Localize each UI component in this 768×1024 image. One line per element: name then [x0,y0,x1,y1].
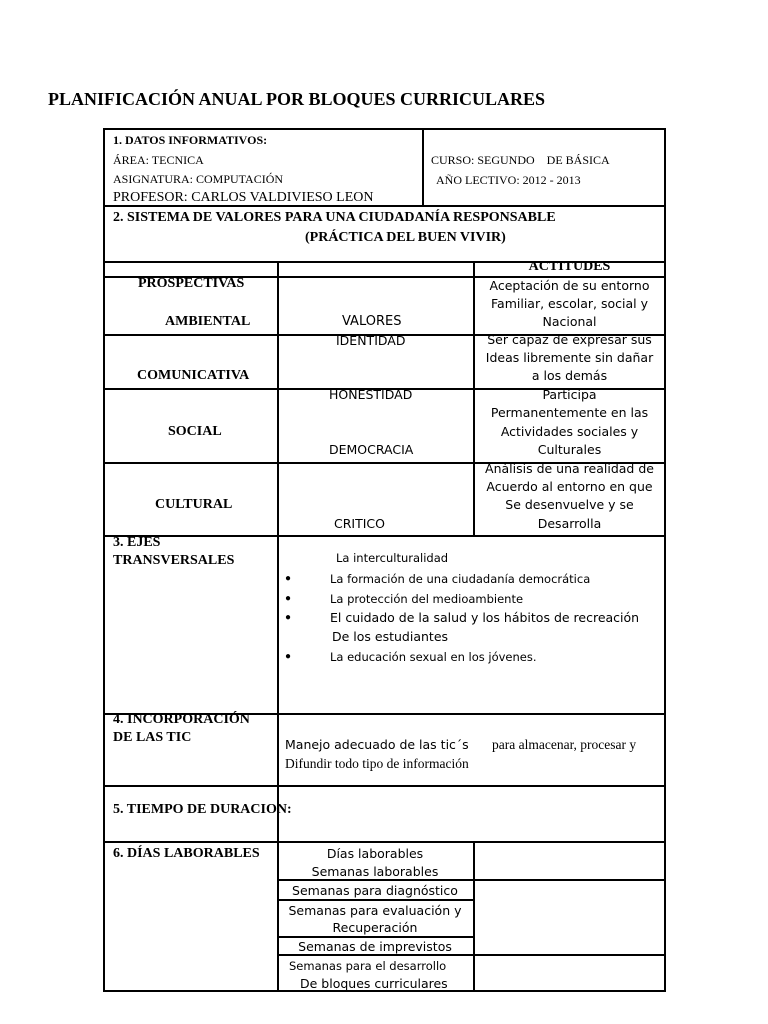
actitud-line: Culturales [537,442,602,457]
identidad-label: IDENTIDAD [336,333,406,348]
ejes-item: El cuidado de la salud y los hábitos de recreación [330,610,640,625]
ambiental-label: AMBIENTAL [165,314,251,329]
critico-label: CRITICO [334,516,385,531]
bullet-icon: ● [285,573,292,584]
actitud-line: Permanentemente en las [490,405,649,420]
curso-label: CURSO: SEGUNDO DE BÁSICA [431,153,610,167]
actitud-line: a los demás [531,368,608,383]
actitud-line: Desarrolla [537,516,602,531]
actitud-line: Acuerdo al entorno en que [486,479,653,494]
dias-row: Semanas laborables [311,864,439,879]
page-title: PLANIFICACIÓN ANUAL POR BLOQUES CURRICULARES [48,89,546,109]
bullet-icon: ● [285,593,292,604]
table-border-right [664,128,666,992]
sistema-heading: 2. SISTEMA DE VALORES PARA UNA CIUDADANÍA RESPONSABLE [113,210,556,225]
dias-row: Recuperación [332,920,418,935]
ejes-item-continuation: De los estudiantes [332,629,449,644]
row-divider [277,879,666,881]
ejes-item: La educación sexual en los jóvenes. [330,650,537,664]
valores-label: VALORES [342,314,402,329]
actitud-line: Se desenvuelve y se [505,497,634,512]
dias-row: Semanas de imprevistos [298,939,452,954]
actitud-line: Familiar, escolar, social y [491,296,648,311]
tic-text: para almacenar, procesar y [492,737,637,752]
ejes-item: La protección del medioambiente [330,592,524,606]
section-divider [103,841,666,843]
dias-row: Semanas para el desarrollo [289,959,447,973]
actitudes-header: ACTITUDES [528,259,611,274]
table-border-left [103,128,105,992]
tiempo-label: 5. TIEMPO DE DURACION: [113,802,292,817]
asignatura-label: ASIGNATURA: COMPUTACIÓN [113,172,284,186]
honestidad-label: HONESTIDAD [329,387,413,402]
bullet-icon: ● [285,612,292,623]
dias-row: Días laborables [326,846,424,861]
ejes-item: La formación de una ciudadanía democrática [330,572,591,586]
bullet-icon: ● [285,651,292,662]
area-label: ÁREA: TECNICA [113,153,204,167]
sistema-subheading: (PRÁCTICA DEL BUEN VIVIR) [305,230,506,245]
comunicativa-label: COMUNICATIVA [137,368,250,383]
dias-row: Semanas para evaluación y [288,903,462,918]
tic-label: 4. INCORPORACIÓN [113,712,250,727]
actitud-line: Nacional [542,314,597,329]
section-divider [103,535,666,537]
actitud-line: Participa [542,387,597,402]
anio-lectivo-label: AÑO LECTIVO: 2012 - 2013 [436,173,581,187]
table-border-top [103,128,666,130]
actitud-line: Aceptación de su entorno [489,278,650,293]
row-divider [277,936,475,938]
cultural-label: CULTURAL [155,497,233,512]
actitud-line: Actividades sociales y [500,424,639,439]
dias-row: De bloques curriculares [300,976,448,991]
dias-label: 6. DÍAS LABORABLES [113,846,260,861]
social-label: SOCIAL [168,424,222,439]
datos-header: 1. DATOS INFORMATIVOS: [113,133,268,147]
ejes-label: 3. EJES [113,535,161,550]
actitud-line: Ser capaz de expresar sus [487,332,652,347]
profesor-label: PROFESOR: CARLOS VALDIVIESO LEON [113,190,374,205]
actitud-line: Análisis de una realidad de [485,461,654,476]
ejes-item: La interculturalidad [336,551,449,565]
ejes-label: TRANSVERSALES [113,553,235,568]
dias-row: Semanas para diagnóstico [292,883,458,898]
tic-text: Manejo adecuado de las tic´s [285,737,469,752]
democracia-label: DEMOCRACIA [329,442,414,457]
actitud-line: Ideas libremente sin dañar [485,350,654,365]
tic-text: Difundir todo tipo de información [285,756,469,771]
row-divider [277,899,475,901]
tic-label: DE LAS TIC [113,730,192,745]
col-divider [473,841,475,992]
section-divider [103,785,666,787]
row-divider [277,954,666,956]
datos-divider [422,128,424,206]
prospectivas-label: PROSPECTIVAS [138,276,245,291]
